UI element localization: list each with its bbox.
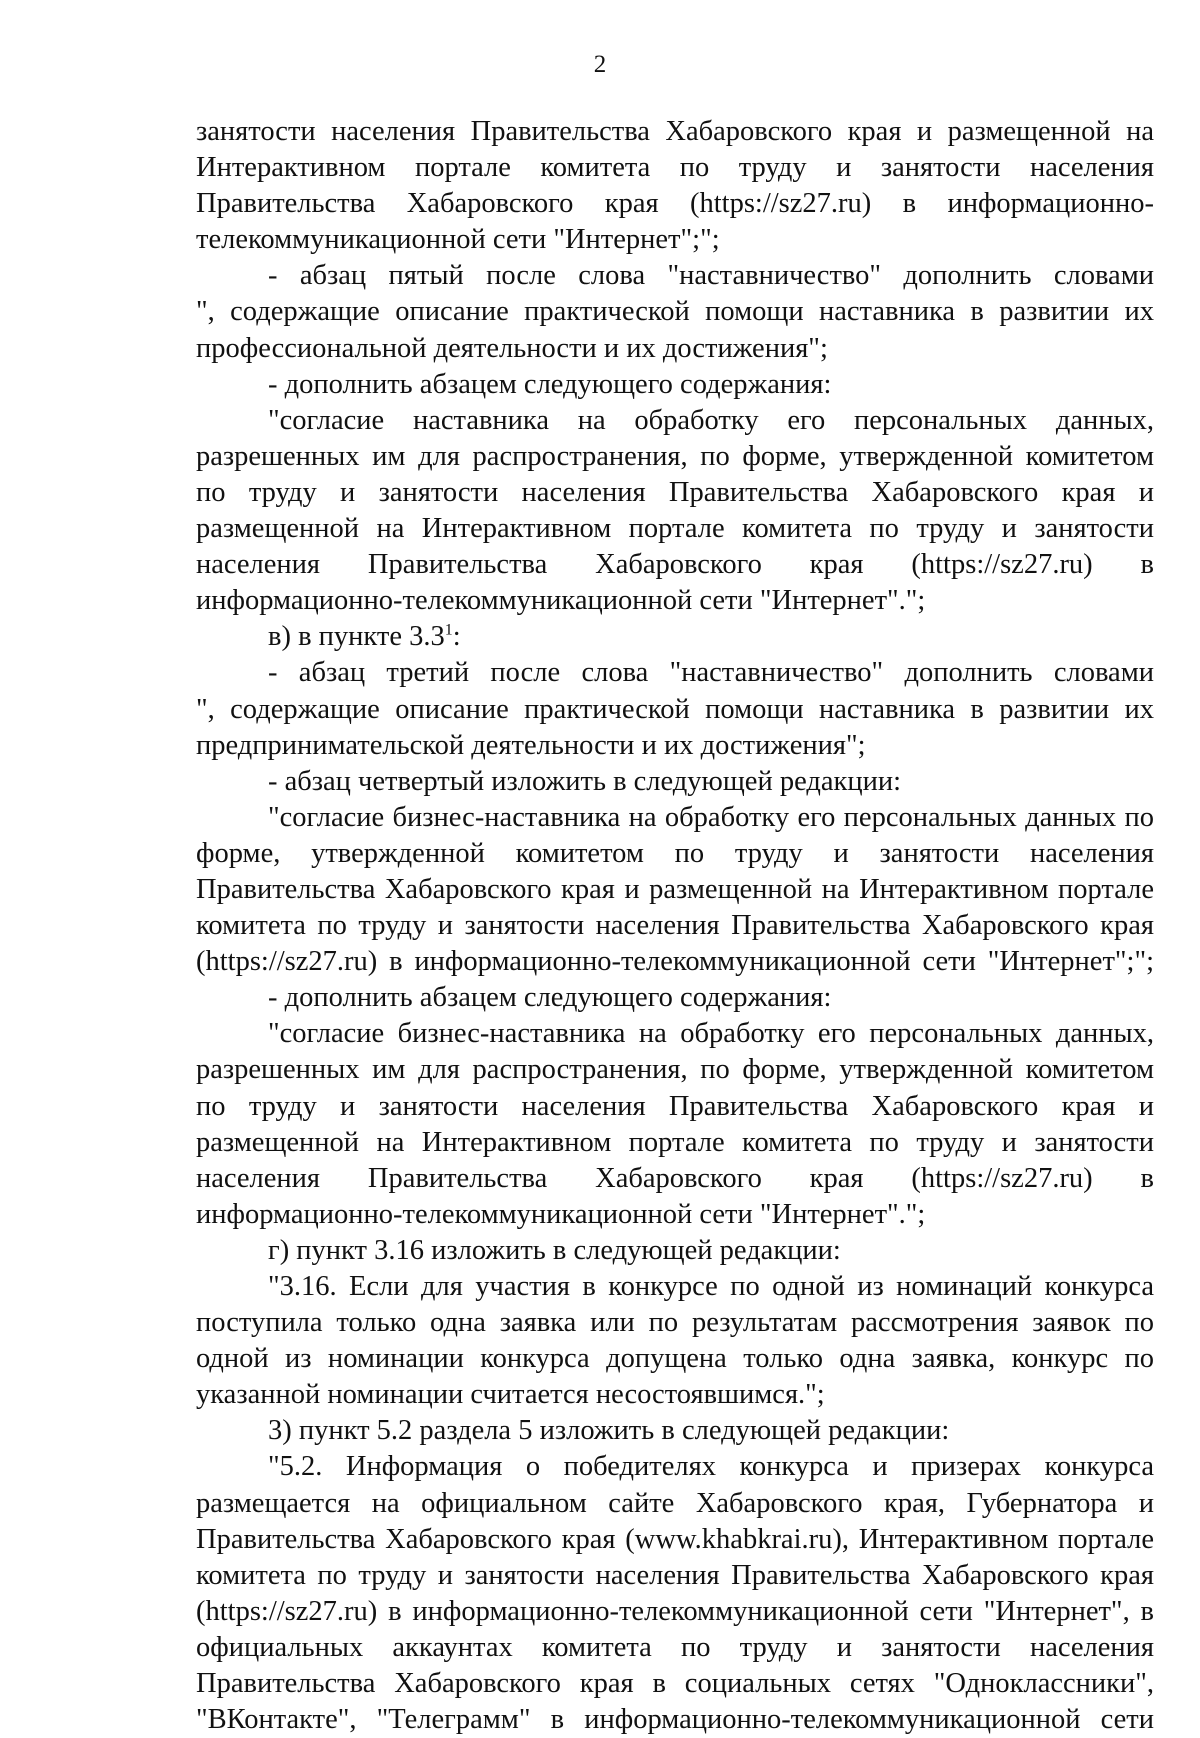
text-line	[196, 1413, 1154, 1449]
text-line	[196, 331, 1154, 367]
text-line-content: "согласие наставника на обработку его персональных данных,	[268, 404, 1154, 436]
text-line	[196, 980, 1154, 1016]
text-line-content: размещается на официальном сайте Хабаровского края, Губернатора и	[196, 1487, 1154, 1519]
text-line	[196, 367, 1154, 403]
text-line-content: "ВКонтакте", "Телеграмм" в информационно-телекоммуникационной сети	[196, 1704, 1154, 1736]
text-line-content: - абзац третий после слова "наставничество" дополнить словами	[268, 657, 1154, 689]
document-body	[196, 114, 1154, 1738]
text-line-content: населения Правительства Хабаровского края (https://sz27.ru) в	[196, 1162, 1154, 1194]
text-line-content: комитета по труду и занятости населения Правительства Хабаровского края	[196, 910, 1154, 942]
text-line-content: указанной номинации считается несостоявшимся.";	[196, 1379, 825, 1411]
text-line	[196, 1558, 1154, 1594]
text-line	[196, 114, 1154, 150]
text-line	[196, 1486, 1154, 1522]
text-line-content: Правительства Хабаровского края (www.khabkrai.ru), Интерактивном портале	[196, 1523, 1154, 1555]
text-line	[196, 1630, 1154, 1666]
text-line-content: по труду и занятости населения Правительства Хабаровского края и	[196, 476, 1154, 508]
text-line	[196, 836, 1154, 872]
text-line-content: 3) пункт 5.2 раздела 5 изложить в следующей редакции:	[268, 1415, 950, 1447]
text-line-content: - дополнить абзацем следующего содержания:	[268, 982, 832, 1014]
text-line	[196, 1377, 1154, 1413]
text-line-content: предпринимательской деятельности и их достижения";	[196, 729, 866, 761]
text-line	[196, 1269, 1154, 1305]
text-line-content: занятости населения Правительства Хабаровского края и размещенной на	[196, 116, 1154, 147]
text-line	[196, 619, 1154, 655]
text-line	[196, 547, 1154, 583]
text-line-tail: :	[452, 621, 461, 653]
text-line	[196, 1125, 1154, 1161]
text-line	[196, 475, 1154, 511]
text-line	[196, 800, 1154, 836]
text-line	[196, 1052, 1154, 1088]
text-line	[196, 1089, 1154, 1125]
text-line	[196, 1594, 1154, 1630]
text-line-content: "согласие бизнес-наставника на обработку его персональных данных по	[268, 801, 1154, 833]
text-line-content: ", содержащие описание практической помощи наставника в развитии их	[196, 296, 1154, 328]
text-line-content: "3.16. Если для участия в конкурсе по одной из номинаций конкурса	[268, 1271, 1154, 1302]
text-line	[196, 1666, 1154, 1702]
text-line	[196, 872, 1154, 908]
text-line	[196, 439, 1154, 475]
text-line-content: информационно-телекоммуникационной сети "Интернет".";	[196, 1198, 926, 1230]
text-line-content: - дополнить абзацем следующего содержания:	[268, 368, 832, 400]
text-line-content: населения Правительства Хабаровского края (https://sz27.ru) в	[196, 549, 1154, 581]
text-line	[196, 1197, 1154, 1233]
text-line-content: телекоммуникационной сети "Интернет";";	[196, 224, 720, 256]
text-line-content: "5.2. Информация о победителях конкурса и призерах конкурса	[268, 1451, 1154, 1483]
text-line-content: разрешенных им для распространения, по форме, утвержденной комитетом	[196, 440, 1154, 472]
text-line	[196, 1341, 1154, 1377]
text-line-content: (https://sz27.ru) в информационно-телекоммуникационной сети "Интернет";";	[196, 946, 1154, 978]
text-line-content: размещенной на Интерактивном портале комитета по труду и занятости	[196, 1126, 1154, 1158]
text-line	[196, 403, 1154, 439]
text-line-content: - абзац пятый после слова "наставничество" дополнить словами	[268, 260, 1154, 292]
text-line	[196, 908, 1154, 944]
text-line	[196, 764, 1154, 800]
text-line	[196, 1702, 1154, 1738]
text-line-content: поступила только одна заявка или по результатам рассмотрения заявок по	[196, 1307, 1154, 1339]
text-line-content: комитета по труду и занятости населения Правительства Хабаровского края	[196, 1559, 1154, 1591]
text-line	[196, 258, 1154, 294]
text-line	[196, 511, 1154, 547]
text-line	[196, 1522, 1154, 1558]
text-line	[196, 1233, 1154, 1269]
text-line	[196, 583, 1154, 619]
text-line	[196, 1016, 1154, 1052]
text-line-content: профессиональной деятельности и их достижения";	[196, 332, 828, 364]
text-line-content: форме, утвержденной комитетом по труду и занятости населения	[196, 837, 1154, 869]
text-line-content: Правительства Хабаровского края в социальных сетях "Одноклассники",	[196, 1668, 1154, 1700]
text-line-content: Интерактивном портале комитета по труду и занятости населения	[196, 152, 1154, 184]
text-line	[196, 944, 1154, 980]
text-line-content: по труду и занятости населения Правительства Хабаровского края и	[196, 1090, 1154, 1122]
text-line	[196, 150, 1154, 186]
text-line	[196, 1161, 1154, 1197]
text-line	[196, 1449, 1154, 1485]
text-line-content: официальных аккаунтах комитета по труду и занятости населения	[196, 1631, 1154, 1663]
text-line-content: Правительства Хабаровского края и размещенной на Интерактивном портале	[196, 873, 1154, 905]
text-line-content: одной из номинации конкурса допущена только одна заявка, конкурс по	[196, 1343, 1154, 1375]
text-line-content: размещенной на Интерактивном портале комитета по труду и занятости	[196, 513, 1154, 545]
page-number: 2	[593, 51, 607, 78]
text-line	[196, 692, 1154, 728]
text-line-content: в) в пункте 3.3	[268, 621, 445, 653]
text-line-content: ", содержащие описание практической помощи наставника в развитии их	[196, 693, 1154, 725]
text-line	[196, 186, 1154, 222]
text-line	[196, 1305, 1154, 1341]
text-line	[196, 294, 1154, 330]
text-line-content: (https://sz27.ru) в информационно-телекоммуникационной сети "Интернет", в	[196, 1595, 1154, 1627]
text-line-content: - абзац четвертый изложить в следующей редакции:	[268, 765, 902, 797]
text-line-content: "согласие бизнес-наставника на обработку его персональных данных,	[268, 1018, 1154, 1050]
text-line	[196, 655, 1154, 691]
text-line-content: информационно-телекоммуникационной сети "Интернет".";	[196, 585, 926, 617]
text-line	[196, 728, 1154, 764]
text-line-content: разрешенных им для распространения, по форме, утвержденной комитетом	[196, 1054, 1154, 1086]
superscript: 1	[444, 621, 453, 639]
text-line-content: г) пункт 3.16 изложить в следующей редакции:	[268, 1234, 841, 1266]
text-line	[196, 222, 1154, 258]
text-line-content: Правительства Хабаровского края (https://sz27.ru) в информационно-	[196, 188, 1154, 220]
